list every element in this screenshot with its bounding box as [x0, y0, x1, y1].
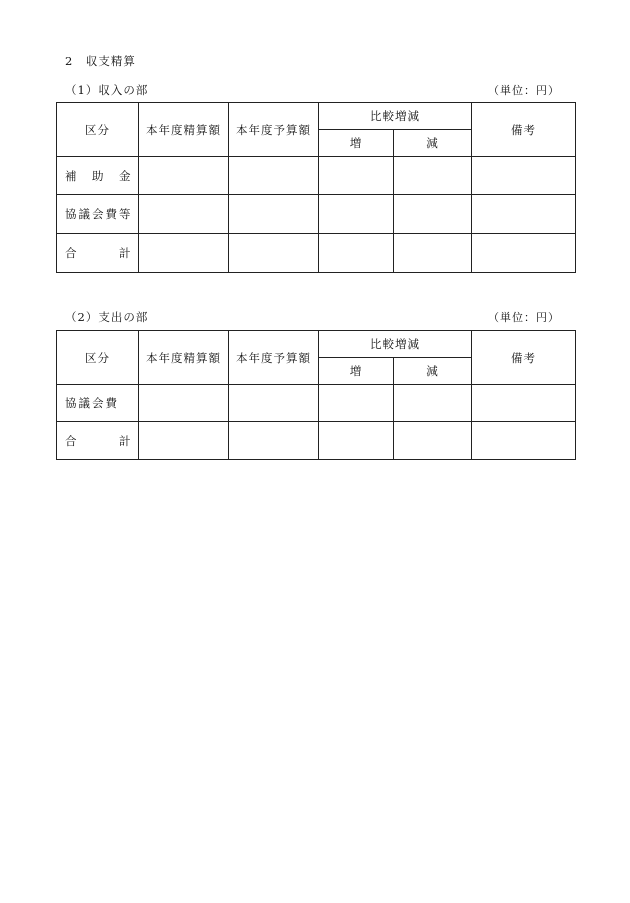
cell-increase [319, 422, 394, 460]
income-header-row [57, 103, 576, 130]
expenditure-col-category: 区分 [57, 331, 139, 385]
income-col-comparison: 比較増減 [319, 103, 472, 130]
row-label-total: 合 計 [57, 234, 139, 273]
row-label-council-fees: 協議会費等 [57, 195, 139, 234]
section-heading: 2 収支精算 [65, 54, 136, 68]
income-col-settled: 本年度精算額 [139, 103, 229, 157]
cell-remarks [472, 157, 576, 195]
expenditure-col-comparison: 比較増減 [319, 331, 472, 358]
cell-increase [319, 195, 394, 234]
cell-settled [139, 422, 229, 460]
row-label-total: 合 計 [57, 422, 139, 460]
cell-budget [229, 234, 319, 273]
cell-settled [139, 385, 229, 422]
table-row [57, 157, 576, 195]
cell-budget [229, 157, 319, 195]
cell-budget [229, 385, 319, 422]
table-row [57, 422, 576, 460]
row-label-subsidy: 補 助 金 [57, 157, 139, 195]
expenditure-col-settled: 本年度精算額 [139, 331, 229, 385]
income-table [56, 102, 576, 273]
income-col-decrease: 減 [394, 130, 472, 157]
income-title: （1）収入の部 [65, 83, 149, 97]
expenditure-col-decrease: 減 [394, 358, 472, 385]
expenditure-title: （2）支出の部 [65, 310, 149, 324]
income-col-budget: 本年度予算額 [229, 103, 319, 157]
cell-budget [229, 195, 319, 234]
cell-remarks [472, 385, 576, 422]
expenditure-header-row [57, 331, 576, 358]
cell-increase [319, 157, 394, 195]
cell-decrease [394, 234, 472, 273]
expenditure-col-remarks: 備考 [472, 331, 576, 385]
expenditure-col-budget: 本年度予算額 [229, 331, 319, 385]
cell-decrease [394, 422, 472, 460]
row-label-council-fee: 協議会費 [57, 385, 139, 422]
table-row [57, 234, 576, 273]
cell-remarks [472, 422, 576, 460]
cell-remarks [472, 234, 576, 273]
expenditure-col-increase: 増 [319, 358, 394, 385]
cell-budget [229, 422, 319, 460]
cell-decrease [394, 385, 472, 422]
cell-settled [139, 157, 229, 195]
cell-remarks [472, 195, 576, 234]
cell-settled [139, 195, 229, 234]
cell-decrease [394, 195, 472, 234]
table-row [57, 195, 576, 234]
income-col-increase: 増 [319, 130, 394, 157]
cell-increase [319, 234, 394, 273]
income-col-remarks: 備考 [472, 103, 576, 157]
income-unit: （単位：円） [488, 84, 560, 97]
expenditure-unit: （単位：円） [488, 311, 560, 324]
cell-increase [319, 385, 394, 422]
cell-settled [139, 234, 229, 273]
expenditure-table [56, 330, 576, 460]
income-col-category: 区分 [57, 103, 139, 157]
cell-decrease [394, 157, 472, 195]
table-row [57, 385, 576, 422]
